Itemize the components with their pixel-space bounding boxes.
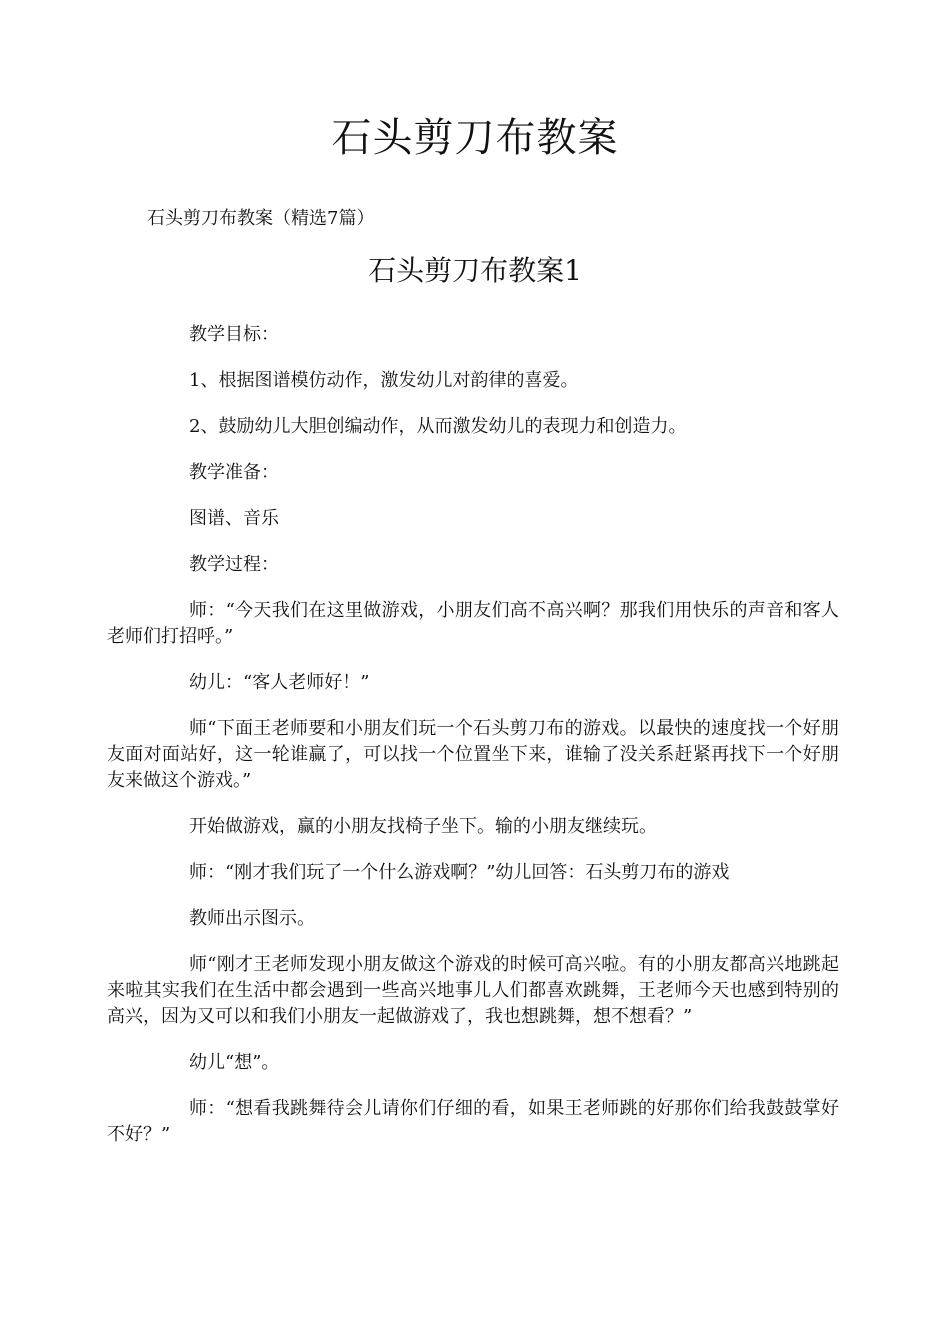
- paragraph: 幼儿：“客人老师好！”: [189, 672, 370, 693]
- paragraph: 师：“今天我们在这里做游戏，小朋友们高不高兴啊？那我们用快乐的声音和客人老师们打招呼。”: [107, 600, 839, 647]
- paragraph: 师“下面王老师要和小朋友们玩一个石头剪刀布的游戏。以最快的速度找一个好朋友面对面站好，这一轮谁赢了，可以找一个位置坐下来，谁输了没关系赶紧再找下一个好朋友来做这个游戏。”: [107, 718, 839, 791]
- section-title: 石头剪刀布教案1: [368, 254, 582, 287]
- paragraph: 教学目标：: [189, 324, 279, 345]
- paragraph: 教学准备：: [189, 462, 279, 483]
- paragraph: 师：“刚才我们玩了一个什么游戏啊？”幼儿回答：石头剪刀布的游戏: [189, 862, 730, 883]
- document-body: [107, 322, 839, 1168]
- paragraph: 师：“想看我跳舞待会儿请你们仔细的看，如果王老师跳的好那你们给我鼓鼓掌好不好？”: [107, 1098, 839, 1145]
- paragraph: 图谱、音乐: [189, 508, 279, 529]
- paragraph: 教学过程：: [189, 554, 279, 575]
- paragraph: 开始做游戏，赢的小朋友找椅子坐下。输的小朋友继续玩。: [189, 816, 657, 837]
- document-subtitle: 石头剪刀布教案（精选7篇）: [147, 208, 375, 229]
- paragraph: 2、鼓励幼儿大胆创编动作，从而激发幼儿的表现力和创造力。: [189, 416, 687, 437]
- paragraph: 1、根据图谱模仿动作，激发幼儿对韵律的喜爱。: [189, 370, 579, 391]
- paragraph: 幼儿“想”。: [189, 1052, 280, 1073]
- document-title: 石头剪刀布教案: [331, 115, 619, 161]
- paragraph: 师“刚才王老师发现小朋友做这个游戏的时候可高兴啦。有的小朋友都高兴地跳起来啦其实我们在生活中都会遇到一些高兴地事儿人们都喜欢跳舞，王老师今天也感到特别的高兴，因为又可以和我们小朋友一起做游戏了，我也想跳舞，想不想看？”: [107, 954, 839, 1027]
- paragraph: 教师出示图示。: [189, 908, 315, 929]
